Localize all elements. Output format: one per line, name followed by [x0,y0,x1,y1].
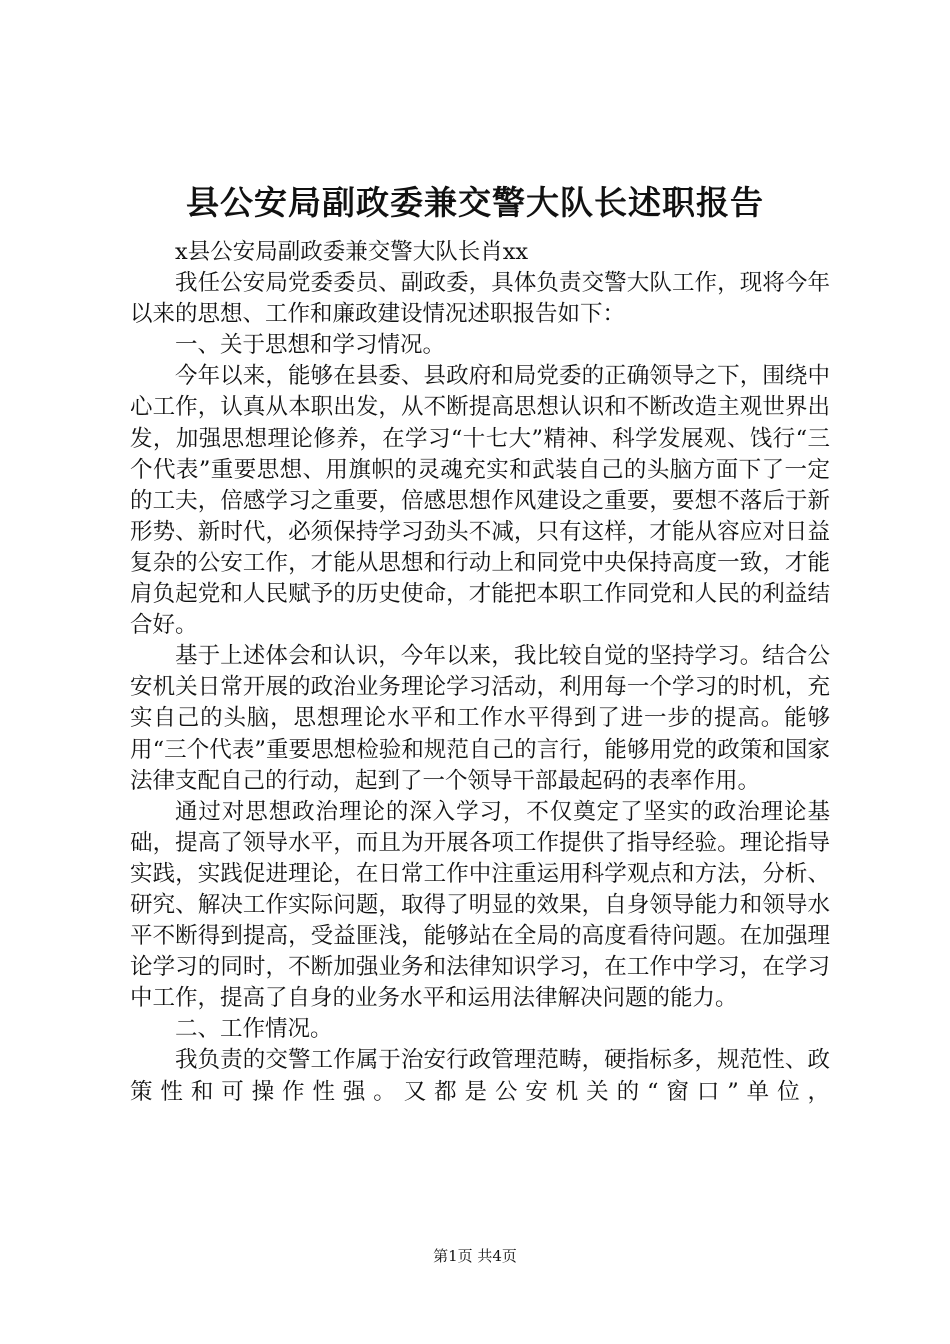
paragraph: 通过对思想政治理论的深入学习，不仅奠定了坚实的政治理论基础，提高了领导水平，而且为开展各项工作提供了指导经验。理论指导实践，实践促进理论，在日常工作中注重运用科学观点和方法，分析、研究、解决工作实际问题，取得了明显的效果，自身领导能力和领导水平不断得到提高，受益匪浅，能够站在全局的高度看待问题。在加强理论学习的同时，不断加强业务和法律知识学习，在工作中学习，在学习中工作，提高了自身的业务水平和运用法律解决问题的能力。 [130,798,830,1012]
document-body [130,237,830,1108]
paragraph: 基于上述体会和认识，今年以来，我比较自觉的坚持学习。结合公安机关日常开展的政治业务理论学习活动，利用每一个学习的时机，充实自己的头脑，思想理论水平和工作水平得到了进一步的提高。能够用“三个代表”重要思想检验和规范自己的言行，能够用党的政策和国家法律支配自己的行动，起到了一个领导干部最起码的表率作用。 [130,643,830,794]
paragraph: 我负责的交警工作属于治安行政管理范畴，硬指标多，规范性、政策性和可操作性强。又都是公安机关的“窗口”单位， [130,1047,830,1105]
page-footer: 第1页 共4页 [433,1247,517,1265]
document-title: 县公安局副政委兼交警大队长述职报告 [186,183,764,222]
section-heading: 一、关于思想和学习情况。 [175,332,446,359]
section-heading: 二、工作情况。 [175,1016,333,1043]
paragraph: 今年以来，能够在县委、县政府和局党委的正确领导之下，围绕中心工作，认真从本职出发，从不断提高思想认识和不断改造主观世界出发，加强思想理论修养，在学习“十七大”精神、科学发展观、饯行“三个代表”重要思想、用旗帜的灵魂充实和武装自己的头脑方面下了一定的工夫，倍感学习之重要，倍感思想作风建设之重要，要想不落后于新形势、新时代，必须保持学习劲头不减，只有这样，才能从容应对日益复杂的公安工作，才能从思想和行动上和同党中央保持高度一致，才能肩负起党和人民赋予的历史使命，才能把本职工作同党和人民的利益结合好。 [130,363,830,639]
author-line: x县公安局副政委兼交警大队长肖xx [175,239,529,265]
paragraph: 我任公安局党委委员、副政委，具体负责交警大队工作，现将今年以来的思想、工作和廉政建设情况述职报告如下： [130,270,830,328]
